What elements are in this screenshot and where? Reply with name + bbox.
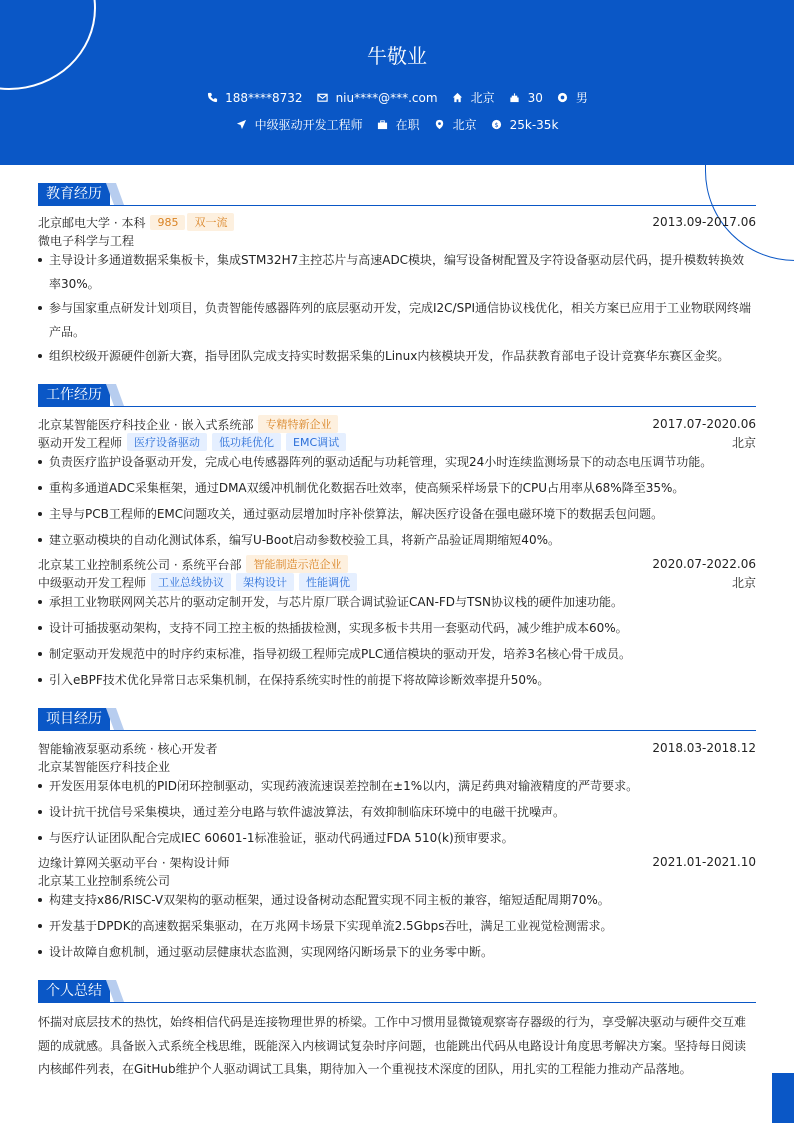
- project-bullet: 设计故障自愈机制，通过驱动层健康状态监测，实现网络闪断场景下的业务零中断。: [38, 940, 756, 964]
- job-intent-row: [0, 116, 794, 133]
- job-title: 驱动开发工程师: [38, 435, 123, 450]
- work-location: 北京: [731, 435, 756, 450]
- resume-header: [0, 0, 794, 165]
- gender-item: [557, 89, 588, 106]
- education-bullet: 参与国家重点研发计划项目，负责智能传感器阵列的底层驱动开发，完成I2C/SPI通信协议栈优化，相关方案已应用于工业物联网终端产品。: [38, 296, 756, 344]
- skill-tag: 医疗设备驱动: [127, 433, 207, 451]
- phone-icon: [206, 92, 218, 104]
- project-bullet: 与医疗认证团队配合完成IEC 60601-1标准验证，驱动代码通过FDA 510(k)预审要求。: [38, 826, 756, 850]
- education-bullet: 组织校级开源硬件创新大赛，指导团队完成支持实时数据采集的Linux内核模块开发，作品获教育部电子设计竞赛华东赛区金奖。: [38, 344, 756, 368]
- gender-text: 男: [575, 91, 588, 105]
- contact-row: [0, 89, 794, 106]
- skill-tag: 性能调优: [299, 573, 357, 591]
- company-tag: 专精特新企业: [258, 415, 338, 433]
- company-name: 北京某工业控制系统公司 · 系统平台部: [38, 557, 242, 572]
- project-header: [38, 853, 756, 871]
- city-text: 北京: [452, 118, 477, 132]
- city-item: [434, 116, 477, 133]
- work-period: 2017.07-2020.06: [652, 417, 756, 431]
- project-bullet: 开发基于DPDK的高速数据采集驱动，在万兆网卡场景下实现单流2.5Gbps吞吐，满足工业视觉检测需求。: [38, 914, 756, 938]
- svg-text:$: $: [494, 120, 499, 129]
- project-name: 边缘计算网关驱动平台 · 架构设计师: [38, 855, 230, 870]
- work-header: [38, 555, 756, 573]
- section-title: 教育经历: [38, 183, 110, 205]
- project-org-line: [38, 871, 756, 889]
- work-bullet: 负责医疗监护设备驱动开发，完成心电传感器阵列的驱动适配与功耗管理，实现24小时连续监测场景下的动态电压调节功能。: [38, 450, 756, 474]
- work-header: [38, 415, 756, 433]
- major: 微电子科学与工程: [38, 233, 135, 248]
- age-text: 30: [527, 90, 543, 105]
- project-name: 智能输液泵驱动系统 · 核心开发者: [38, 741, 218, 756]
- education-bullet: 主导设计多通道数据采集板卡，集成STM32H7主控芯片与高速ADC模块，编写设备树配置及字符设备驱动层代码，提升模数转换效率30%。: [38, 248, 756, 296]
- phone-item: [206, 91, 302, 105]
- work-bullet: 承担工业物联网网关芯片的驱动定制开发，与芯片原厂联合调试验证CAN-FD与TSN协议栈的硬件加速功能。: [38, 590, 756, 614]
- work-bullet: 重构多通道ADC采集框架，通过DMA双缓冲机制优化数据吞吐效率，使高频采样场景下的CPU占用率从68%降至35%。: [38, 476, 756, 500]
- work-role-line: [38, 433, 756, 451]
- email-item: [317, 91, 438, 105]
- project-org: 北京某工业控制系统公司: [38, 873, 171, 888]
- school-tag: 985: [150, 215, 185, 230]
- company-tag: 智能制造示范企业: [246, 555, 348, 573]
- project-header: [38, 739, 756, 757]
- section-summary: [38, 980, 756, 1003]
- school-name: 北京邮电大学 · 本科: [38, 215, 146, 230]
- summary-text: 怀揣对底层技术的热忱，始终相信代码是连接物理世界的桥梁。工作中习惯用显微镜观察寄存器级的行为，享受解决驱动与硬件交互难题的成就感。具备嵌入式系统全栈思维，既能深入内核调试复杂时序问题，也能跳出代码从电路设计角度思考解决方案。坚持每日阅读内核邮件列表，在GitHub维护个人驱动调试工具集，期待加入一个重视技术深度的团队，用扎实的工程能力推动产品落地。: [38, 1015, 747, 1076]
- position-text: 中级驱动开发工程师: [254, 118, 363, 132]
- project-org: 北京某智能医疗科技企业: [38, 759, 171, 774]
- send-icon: [236, 119, 248, 131]
- work-bullet: 建立驱动模块的自动化测试体系，编写U-Boot启动参数校验工具，将新产品验证周期缩短40%。: [38, 528, 756, 552]
- section-education: [38, 183, 756, 206]
- age-item: [509, 91, 543, 105]
- email-text: niu****@***.com: [335, 90, 438, 105]
- project-bullet: 构建支持x86/RISC-V双架构的驱动框架，通过设备树动态配置实现不同主板的兼容，缩短适配周期70%。: [38, 888, 756, 912]
- work-bullet: 设计可插拔驱动架构，支持不同工控主板的热插拔检测，实现多板卡共用一套驱动代码，减少维护成本60%。: [38, 616, 756, 640]
- work-bullet: 制定驱动开发规范中的时序约束标准，指导初级工程师完成PLC通信模块的驱动开发，培养3名核心骨干成员。: [38, 642, 756, 666]
- candidate-name: 牛敬业: [367, 44, 427, 68]
- education-header: [38, 213, 756, 231]
- school-tag: 双一流: [187, 213, 234, 231]
- mail-icon: [317, 92, 329, 104]
- project-bullet: 设计抗干扰信号采集模块，通过差分电路与软件滤波算法，有效抑制临床环境中的电磁干扰噪声。: [38, 800, 756, 824]
- money-icon: [491, 119, 503, 131]
- skill-tag: 低功耗优化: [212, 433, 281, 451]
- work-location: 北京: [731, 575, 756, 590]
- home-icon: [452, 92, 464, 104]
- cake-icon: [509, 92, 521, 104]
- project-period: 2018.03-2018.12: [652, 741, 756, 755]
- phone-text: 188****8732: [225, 90, 303, 105]
- work-bullet: 主导与PCB工程师的EMC问题攻关，通过驱动层增加时序补偿算法，解决医疗设备在强电磁环境下的数据丢包问题。: [38, 502, 756, 526]
- status-item: [377, 116, 420, 133]
- section-title: 工作经历: [38, 384, 110, 406]
- salary-item: [491, 118, 559, 132]
- salary-text: 25k-35k: [509, 117, 559, 132]
- work-role-line: [38, 573, 756, 591]
- skill-tag: EMC调试: [286, 433, 346, 451]
- gender-icon: [557, 92, 569, 104]
- major-line: [38, 231, 756, 249]
- briefcase-icon: [377, 119, 389, 131]
- location-pin-icon: [434, 119, 446, 131]
- position-item: [236, 116, 363, 133]
- section-project: [38, 708, 756, 731]
- decorative-corner-block: [772, 1073, 794, 1123]
- status-text: 在职: [395, 118, 420, 132]
- project-org-line: [38, 757, 756, 775]
- job-title: 中级驱动开发工程师: [38, 575, 147, 590]
- work-bullet: 引入eBPF技术优化异常日志采集机制，在保持系统实时性的前提下将故障诊断效率提升50%。: [38, 668, 756, 692]
- project-period: 2021.01-2021.10: [652, 855, 756, 869]
- education-period: 2013.09-2017.06: [652, 215, 756, 229]
- section-work: [38, 384, 756, 407]
- hometown-text: 北京: [470, 91, 495, 105]
- work-period: 2020.07-2022.06: [652, 557, 756, 571]
- skill-tag: 架构设计: [236, 573, 294, 591]
- project-bullet: 开发医用泵体电机的PID闭环控制驱动，实现药液流速误差控制在±1%以内，满足药典对输液精度的严苛要求。: [38, 774, 756, 798]
- section-title: 个人总结: [38, 980, 110, 1002]
- skill-tag: 工业总线协议: [151, 573, 231, 591]
- hometown-item: [452, 89, 495, 106]
- company-name: 北京某智能医疗科技企业 · 嵌入式系统部: [38, 417, 254, 432]
- section-title: 项目经历: [38, 708, 110, 730]
